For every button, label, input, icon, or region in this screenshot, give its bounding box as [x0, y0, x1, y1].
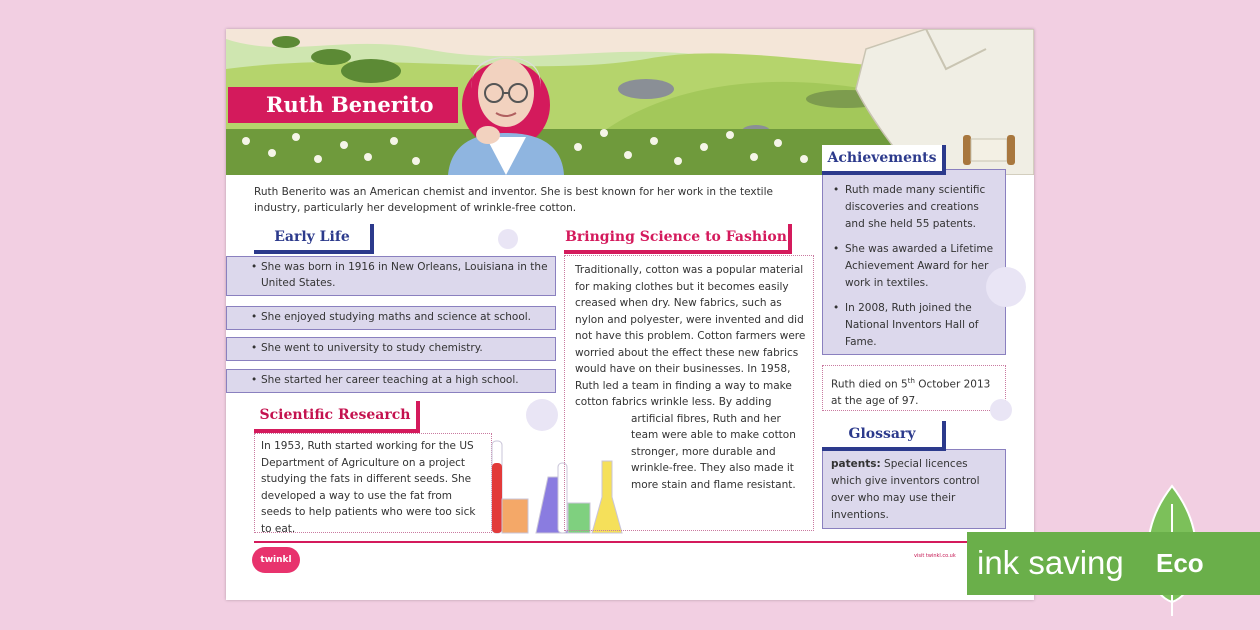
fashion-text-bottom: artificial fibres, Ruth and her team were able to make cotton stronger, more durable and wrinkle-free. They also made it more stain and flame resistant.	[631, 412, 796, 491]
page-title: Ruth Benerito	[228, 87, 458, 123]
glossary-definition: Special licences which give inventors control over who may use their inventions.	[831, 458, 980, 521]
early-life-item: • She went to university to study chemistry.	[226, 337, 556, 361]
death-date-suffix: th	[907, 377, 915, 385]
bubble-decoration	[526, 399, 558, 431]
ink-saving-label: ink saving	[977, 544, 1124, 581]
achievement-item: • Ruth made many scientific discoveries and creations and she held 55 patents.	[831, 182, 997, 233]
achievements-heading: Achievements	[822, 145, 946, 175]
glossary-box	[822, 449, 1006, 529]
glossary-heading: Glossary	[822, 421, 946, 451]
fashion-text-top: Traditionally, cotton was a popular material for making clothes but it becomes easily creased when dry. New fabrics, such as nylon and polyester, were invented and did not have this problem. Cotton farmers were worried about the effect these new fabrics would have on their businesses. In 1958, Ruth led a team in finding a way to make cotton fabrics wrinkle less. By adding	[575, 264, 806, 408]
intro-paragraph: Ruth Benerito was an American chemist and inventor. She is best known for her work in the textile industry, particularly her development of wrinkle-free cotton.	[254, 186, 773, 214]
scientific-research-heading: Scientific Research	[254, 401, 420, 433]
eco-label: Eco	[1156, 548, 1204, 578]
death-note	[822, 365, 1006, 411]
bubble-decoration	[986, 267, 1026, 307]
achievement-item: • She was awarded a Lifetime Achievement Award for her work in textiles.	[831, 241, 997, 292]
early-life-item: • She was born in 1916 in New Orleans, Louisiana in the United States.	[226, 256, 556, 296]
fashion-box	[564, 255, 814, 531]
glossary-term: patents:	[831, 458, 881, 470]
footer-url[interactable]: visit twinkl.co.uk	[914, 553, 956, 559]
fact-sheet	[226, 29, 1034, 600]
achievement-item: • In 2008, Ruth joined the National Inventors Hall of Fame.	[831, 300, 997, 351]
fashion-heading: Bringing Science to Fashion	[564, 224, 792, 254]
scientific-research-text: In 1953, Ruth started working for the US Department of Agriculture on a project studying the fats in different seeds. She developed a way to use the fat from seeds to help patients who were too sick to eat.	[254, 433, 492, 533]
footer-divider	[254, 541, 1006, 543]
thread-spool-illustration	[959, 127, 1023, 171]
death-date-rest: October 2013 at the age of 97.	[831, 378, 991, 407]
achievements-box	[822, 169, 1006, 355]
bubble-decoration	[990, 399, 1012, 421]
death-date-prefix: Ruth died on 5	[831, 378, 908, 391]
early-life-item: • She started her career teaching at a high school.	[226, 369, 556, 393]
early-life-item: • She enjoyed studying maths and science at school.	[226, 306, 556, 330]
twinkl-logo[interactable]: twinkl	[252, 547, 300, 573]
bubble-decoration	[498, 229, 518, 249]
ink-saving-badge	[967, 532, 1260, 595]
early-life-heading: Early Life	[254, 224, 374, 254]
